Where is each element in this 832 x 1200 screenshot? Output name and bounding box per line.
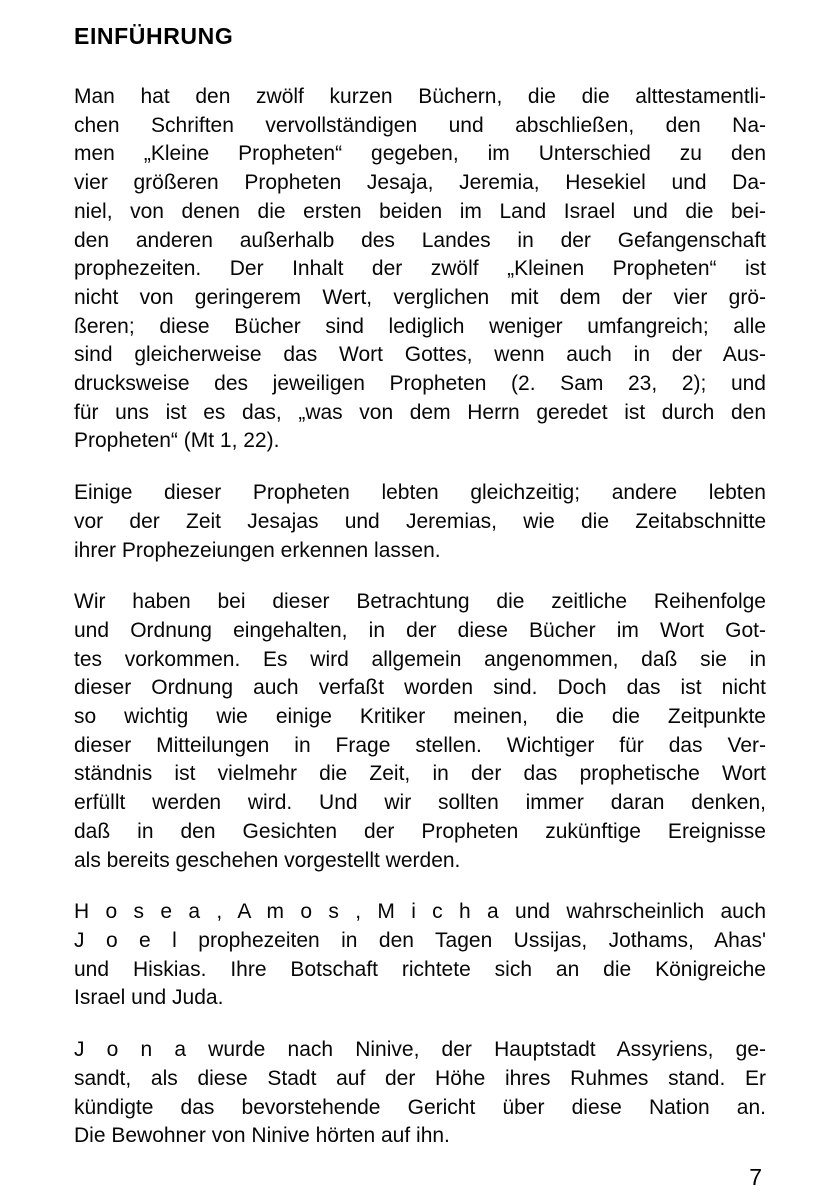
text-line: tes vorkommen. Es wird allgemein angenommen, daß sie in [74, 647, 766, 671]
text-line: ständnis ist vielmehr die Zeit, in der das prophetische Wort [74, 762, 766, 786]
text-line: J o e l prophezeiten in den Tagen Ussijas, Jothams, Ahas' [74, 928, 766, 952]
paragraph [74, 898, 766, 1013]
text-line: und Ordnung eingehalten, in der diese Bücher im Wort Got- [74, 618, 766, 642]
text-line: erfüllt werden wird. Und wir sollten immer daran denken, [74, 791, 766, 815]
text-line: chen Schriften vervollständigen und abschließen, den Na- [74, 113, 766, 137]
text-line: kündigte das bevorstehende Gericht über diese Nation an. [74, 1095, 766, 1119]
text-line: J o n a wurde nach Ninive, der Hauptstadt Assyriens, ge- [74, 1038, 766, 1062]
page-heading: EINFÜHRUNG [74, 23, 234, 49]
text-line: Israel und Juda. [74, 986, 224, 1010]
text-line: prophezeiten. Der Inhalt der zwölf „Kleinen Propheten“ ist [74, 257, 766, 281]
paragraph [74, 479, 766, 565]
text-line: als bereits geschehen vorgestellt werden. [74, 848, 461, 872]
paragraph [74, 1036, 766, 1151]
text-line: sind gleicherweise das Wort Gottes, wenn auch in der Aus- [74, 343, 766, 367]
text-line: men „Kleine Propheten“ gegeben, im Unterschied zu den [74, 142, 766, 166]
paragraph [74, 83, 766, 456]
text-line: ihrer Prophezeiungen erkennen lassen. [74, 538, 441, 562]
text-line: niel, von denen die ersten beiden im Land Israel und die bei- [74, 199, 766, 223]
text-line: den anderen außerhalb des Landes in der Gefangenschaft [74, 228, 766, 252]
text-line: H o s e a , A m o s , M i c h a und wahrscheinlich auch [74, 900, 766, 924]
text-line: dieser Ordnung auch verfaßt worden sind. Doch das ist nicht [74, 676, 766, 700]
text-line: nicht von geringerem Wert, verglichen mit dem der vier grö- [74, 285, 766, 309]
text-line: Man hat den zwölf kurzen Büchern, die die alttestamentli- [74, 85, 766, 108]
text-line: dieser Mitteilungen in Frage stellen. Wichtiger für das Ver- [74, 733, 766, 757]
text-line: sandt, als diese Stadt auf der Höhe ihres Ruhmes stand. Er [74, 1066, 766, 1090]
text-line: vor der Zeit Jesajas und Jeremias, wie die Zeitabschnitte [74, 509, 766, 533]
text-line: ßeren; diese Bücher sind lediglich weniger umfangreich; alle [74, 314, 766, 338]
text-line: daß in den Gesichten der Propheten zukünftige Ereignisse [74, 819, 766, 843]
text-line: drucksweise des jeweiligen Propheten (2. Sam 23, 2); und [74, 372, 766, 396]
text-line: Einige dieser Propheten lebten gleichzeitig; andere lebten [74, 481, 766, 505]
text-line: vier größeren Propheten Jesaja, Jeremia, Hesekiel und Da- [74, 171, 766, 195]
text-line: Propheten“ (Mt 1, 22). [74, 429, 280, 453]
text-line: so wichtig wie einige Kritiker meinen, die die Zeitpunkte [74, 705, 766, 729]
text-line: für uns ist es das, „was von dem Herrn geredet ist durch den [74, 400, 766, 424]
page-body [74, 83, 766, 1174]
page-number: 7 [749, 1164, 762, 1190]
text-line: und Hiskias. Ihre Botschaft richtete sich an die Königreiche [74, 957, 766, 981]
text-line: Die Bewohner von Ninive hörten auf ihn. [74, 1124, 450, 1148]
paragraph [74, 588, 766, 875]
text-line: Wir haben bei dieser Betrachtung die zeitliche Reihenfolge [74, 590, 766, 614]
